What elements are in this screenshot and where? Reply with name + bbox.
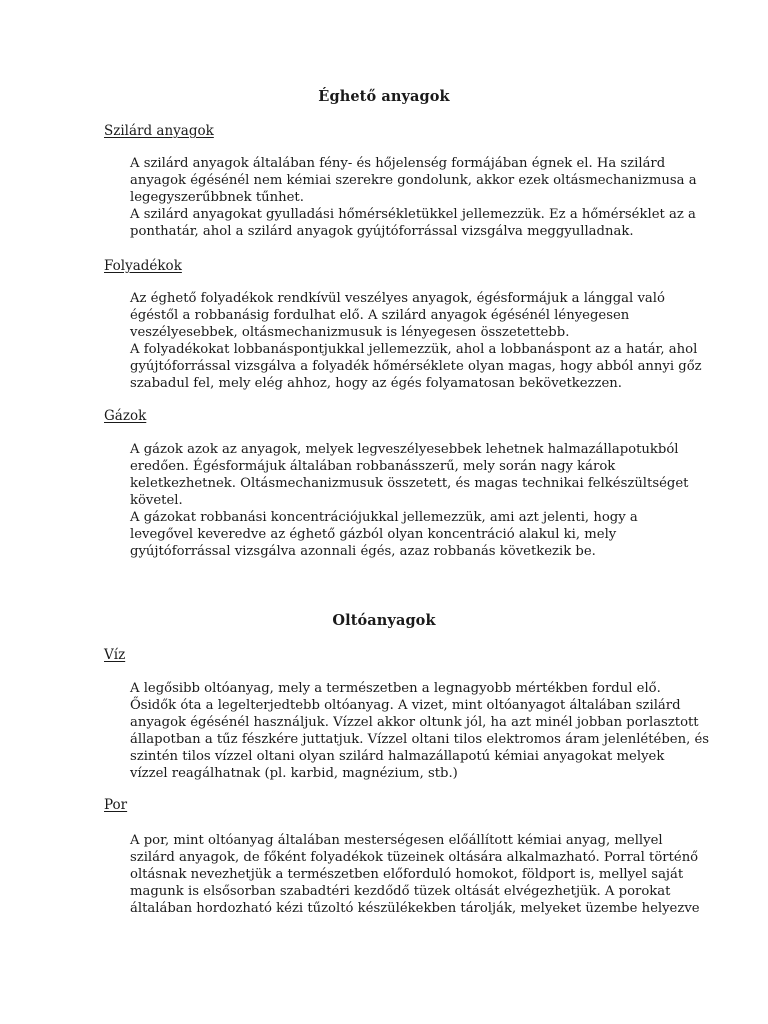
text-line: égéstől a robbanásig fordulhat elő. A szilárd anyagok égésénél lényegesen [130,308,630,323]
text-line: oltásnak nevezhetjük a természetben előforduló homokot, földport is, mellyel saját [130,867,684,882]
text-line: gyújtóforrással vizsgálva a folyadék hőmérséklete olyan magas, hogy abból annyi gőz [130,359,702,374]
text-line: A gázok azok az anyagok, melyek legveszélyesebbek lehetnek halmazállapotukból [130,442,679,457]
text-line: vízzel reagálhatnak (pl. karbid, magnézium, stb.) [130,766,458,781]
heading-gases: Gázok [104,408,147,424]
text-line: eredően. Égésformájuk általában robbanásszerű, mely során nagy károk [130,459,616,474]
text-line: A folyadékokat lobbanáspontjukkal jellemezzük, ahol a lobbanáspont az a határ, ahol [130,342,698,357]
text-line: keletkezhetnek. Oltásmechanizmusuk összetett, és magas technikai felkészültséget [130,476,689,491]
text-line: Ősidők óta a legelterjedtebb oltóanyag. A vizet, mint oltóanyagot általában szilárd [130,698,681,713]
text-line: anyagok égésénél használjuk. Vízzel akkor oltunk jól, ha azt minél jobban porlasztott [130,715,699,730]
section-title-extinguishing-agents: Oltóanyagok [332,612,436,629]
text-line: követel. [130,493,183,508]
text-line: anyagok égésénél nem kémiai szerekre gondolunk, akkor ezek oltásmechanizmusa a [130,173,697,188]
text-line: állapotban a tűz fészkére juttatjuk. Vízzel oltani tilos elektromos áram jelenlétében, és [130,732,710,747]
text-line: magunk is elsősorban szabadtéri kezdődő tüzek oltását elvégezhetjük. A porokat [130,884,671,899]
text-line: levegővel keveredve az éghető gázból olyan koncentráció alakul ki, mely [130,527,617,542]
text-line: szintén tilos vízzel oltani olyan szilárd halmazállapotú kémiai anyagokat melyek [130,749,665,764]
text-line: szabadul fel, mely elég ahhoz, hogy az égés folyamatosan bekövetkezzen. [130,376,622,391]
text-line: ponthatár, ahol a szilárd anyagok gyújtóforrással vizsgálva meggyulladnak. [130,224,634,239]
paragraph-liquids [130,290,702,392]
text-line: A legősibb oltóanyag, mely a természetben a legnagyobb mértékben fordul elő. [130,681,661,696]
heading-solid-materials: Szilárd anyagok [104,123,214,139]
heading-powder: Por [104,797,128,813]
text-line: szilárd anyagok, de főként folyadékok tüzeinek oltására alkalmazható. Porral történő [130,850,699,865]
text-line: Az éghető folyadékok rendkívül veszélyes anyagok, égésformájuk a lánggal való [130,291,665,306]
text-line: általában hordozható kézi tűzoltó készülékekben tárolják, melyeket üzembe helyezve [130,901,700,916]
text-line: veszélyesebbek, oltásmechanizmusuk is lényegesen összetettebb. [130,325,570,340]
heading-liquids: Folyadékok [104,258,182,274]
paragraph-water [130,680,710,782]
text-line: gyújtóforrással vizsgálva azonnali égés, azaz robbanás következik be. [130,544,596,559]
paragraph-powder [130,832,700,917]
text-line: A szilárd anyagok általában fény- és hőjelenség formájában égnek el. Ha szilárd [130,156,666,171]
paragraph-solid-materials [130,155,697,240]
heading-water: Víz [104,647,126,663]
text-line: legegyszerűbbnek tűnhet. [130,190,304,205]
text-line: A por, mint oltóanyag általában mesterségesen előállított kémiai anyag, mellyel [130,833,663,848]
paragraph-gases [130,441,689,560]
text-line: A gázokat robbanási koncentrációjukkal jellemezzük, ami azt jelenti, hogy a [130,510,638,525]
text-line: A szilárd anyagokat gyulladási hőmérsékletükkel jellemezzük. Ez a hőmérséklet az a [130,207,696,222]
section-title-flammable-materials: Éghető anyagok [318,88,450,105]
